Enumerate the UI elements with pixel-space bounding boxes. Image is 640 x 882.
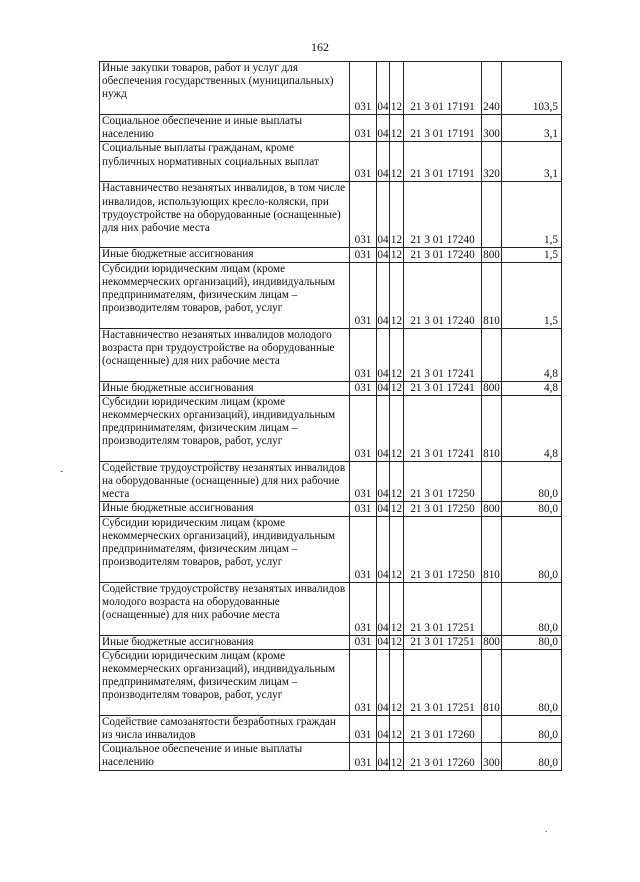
row-amount-cell: 80,0 [502,461,562,502]
table-row [100,461,562,502]
row-type-cell [482,582,502,635]
row-type-cell [482,328,502,381]
row-section-cell: 04 [377,248,389,261]
row-subsection-cell: 12 [390,582,404,635]
table-row [100,395,562,461]
row-type-cell: 810 [482,649,502,715]
row-target-cell: 21 3 01 17260 [404,715,482,742]
row-type-cell: 320 [482,142,502,182]
row-subsection-cell: 12 [390,248,403,261]
row-subsection-cell: 12 [390,649,404,715]
footer-mark: . [545,824,548,835]
row-subsection-cell: 12 [390,328,404,381]
row-name-cell: Содействие трудоустройству незанятых инвалидов молодого возраста на оборудованные (оснащенные) для них рабочие места [100,582,350,635]
row-code-cell: 031 [350,328,377,381]
row-name-cell: Иные бюджетные ассигнования [100,635,350,649]
table-row [100,502,562,516]
row-type-cell [482,715,502,742]
row-code-cell: 031 [350,502,377,516]
row-amount-cell: 3,1 [502,142,562,182]
row-name-cell: Субсидии юридическим лицам (кроме некоммерческих организаций), индивидуальным предпринимателям, физическим лицам – производителям товаров, работ, услуг [100,395,350,461]
row-code-cell: 031 [350,395,377,461]
row-code-cell: 031 [350,248,377,262]
row-name-cell: Содействие самозанятости безработных граждан из числа инвалидов [100,715,350,742]
row-subsection-cell: 12 [390,743,404,770]
row-amount-cell: 80,0 [502,715,562,742]
row-type-cell [482,182,502,248]
budget-table [99,61,562,771]
row-code-cell: 031 [350,743,377,770]
table-row [100,328,562,381]
row-type-cell: 800 [483,248,500,261]
row-amount-cell: 4,8 [502,381,562,395]
row-name-cell: Иные бюджетные ассигнования [100,381,350,395]
row-target-cell: 21 3 01 17191 [404,142,482,182]
row-amount-cell: 80,0 [502,502,562,516]
row-type-cell: 800 [483,502,500,515]
table-row [100,182,562,248]
row-code-cell: 031 [350,182,377,248]
row-type-cell: 810 [482,395,502,461]
row-subsection-cell: 12 [390,635,403,648]
row-amount-cell: 4,8 [502,328,562,381]
row-section-cell: 04 [377,715,390,742]
table-row [100,262,562,328]
row-section-cell: 04 [377,582,390,635]
row-amount-cell: 80,0 [502,582,562,635]
table-row [100,516,562,582]
row-amount-cell: 80,0 [502,743,562,770]
row-subsection-cell: 12 [390,715,404,742]
table-row [100,635,562,649]
stray-mark: - [60,466,64,477]
table-row [100,115,562,142]
row-target-cell: 21 3 01 17260 [404,743,482,770]
row-code-cell: 031 [350,715,377,742]
row-section-cell: 04 [377,502,389,515]
row-code-cell: 031 [350,461,377,502]
row-amount-cell: 1,5 [502,182,562,248]
row-target-cell: 21 3 01 17250 [404,502,482,516]
row-amount-cell: 80,0 [502,635,562,649]
row-name-cell: Субсидии юридическим лицам (кроме некоммерческих организаций), индивидуальным предпринимателям, физическим лицам – производителям товаров, работ, услуг [100,262,350,328]
row-amount-cell: 80,0 [502,649,562,715]
row-target-cell: 21 3 01 17191 [404,115,482,142]
table-row [100,649,562,715]
row-section-cell: 04 [377,182,390,248]
table-row [100,142,562,182]
row-target-cell: 21 3 01 17240 [404,182,482,248]
row-code-cell: 031 [350,516,377,582]
row-code-cell: 031 [350,262,377,328]
row-target-cell: 21 3 01 17191 [404,62,482,115]
table-row [100,248,562,262]
row-target-cell: 21 3 01 17241 [404,381,482,395]
row-type-cell: 810 [482,516,502,582]
row-section-cell: 04 [377,142,390,182]
row-name-cell: Содействие трудоустройству незанятых инвалидов на оборудованные (оснащенные) для них рабочие места [100,461,350,502]
row-amount-cell: 103,5 [502,62,562,115]
row-subsection-cell: 12 [390,502,403,515]
row-section-cell: 04 [377,328,390,381]
row-target-cell: 21 3 01 17241 [404,395,482,461]
row-code-cell: 031 [350,62,377,115]
row-type-cell: 800 [483,635,500,648]
row-name-cell: Социальные выплаты гражданам, кроме публичных нормативных социальных выплат [100,142,350,182]
page-number: 162 [311,40,329,54]
row-type-cell [482,461,502,502]
row-section-cell: 04 [377,649,390,715]
row-amount-cell: 1,5 [502,248,562,262]
row-target-cell: 21 3 01 17251 [404,582,482,635]
row-amount-cell: 1,5 [502,262,562,328]
row-subsection-cell: 12 [390,516,404,582]
row-subsection-cell: 12 [390,381,403,394]
table-row [100,582,562,635]
row-name-cell: Наставничество незанятых инвалидов, в том числе инвалидов, использующих кресло-коляски, при трудоустройстве на оборудованные (оснащенные) для них рабочие места [100,182,350,248]
row-section-cell: 04 [377,262,390,328]
row-section-cell: 04 [377,395,390,461]
table-row [100,62,562,115]
row-target-cell: 21 3 01 17250 [404,461,482,502]
row-target-cell: 21 3 01 17250 [404,516,482,582]
row-target-cell: 21 3 01 17240 [404,248,482,262]
row-type-cell: 300 [482,115,502,142]
row-type-cell: 800 [483,381,500,394]
row-subsection-cell: 12 [390,262,404,328]
row-section-cell: 04 [377,115,390,142]
row-section-cell: 04 [377,516,390,582]
row-subsection-cell: 12 [390,182,404,248]
row-subsection-cell: 12 [390,115,404,142]
row-name-cell: Социальное обеспечение и иные выплаты населению [100,743,350,770]
row-target-cell: 21 3 01 17251 [404,635,482,649]
row-subsection-cell: 12 [390,142,404,182]
row-code-cell: 031 [350,649,377,715]
row-type-cell: 300 [482,743,502,770]
row-name-cell: Наставничество незанятых инвалидов молодого возраста при трудоустройстве на оборудованные (оснащенные) для них рабочие места [100,328,350,381]
row-section-cell: 04 [377,381,389,394]
table-row [100,743,562,770]
row-subsection-cell: 12 [390,62,404,115]
row-name-cell: Субсидии юридическим лицам (кроме некоммерческих организаций), индивидуальным предпринимателям, физическим лицам – производителям товаров, работ, услуг [100,649,350,715]
row-type-cell: 240 [482,62,502,115]
row-code-cell: 031 [350,635,377,649]
row-target-cell: 21 3 01 17241 [404,328,482,381]
row-target-cell: 21 3 01 17240 [404,262,482,328]
row-section-cell: 04 [377,635,389,648]
row-type-cell: 810 [482,262,502,328]
row-code-cell: 031 [350,142,377,182]
row-code-cell: 031 [350,582,377,635]
row-name-cell: Иные закупки товаров, работ и услуг для обеспечения государственных (муниципальных) нужд [100,62,350,115]
table-row [100,715,562,742]
row-name-cell: Иные бюджетные ассигнования [100,502,350,516]
row-amount-cell: 80,0 [502,516,562,582]
row-code-cell: 031 [350,115,377,142]
row-amount-cell: 4,8 [502,395,562,461]
row-target-cell: 21 3 01 17251 [404,649,482,715]
row-section-cell: 04 [377,461,390,502]
row-amount-cell: 3,1 [502,115,562,142]
row-subsection-cell: 12 [390,461,404,502]
table-row [100,381,562,395]
row-code-cell: 031 [350,381,377,395]
row-name-cell: Субсидии юридическим лицам (кроме некоммерческих организаций), индивидуальным предпринимателям, физическим лицам – производителям товаров, работ, услуг [100,516,350,582]
row-section-cell: 04 [377,743,390,770]
row-section-cell: 04 [377,62,390,115]
row-name-cell: Иные бюджетные ассигнования [100,248,350,262]
row-name-cell: Социальное обеспечение и иные выплаты населению [100,115,350,142]
row-subsection-cell: 12 [390,395,404,461]
